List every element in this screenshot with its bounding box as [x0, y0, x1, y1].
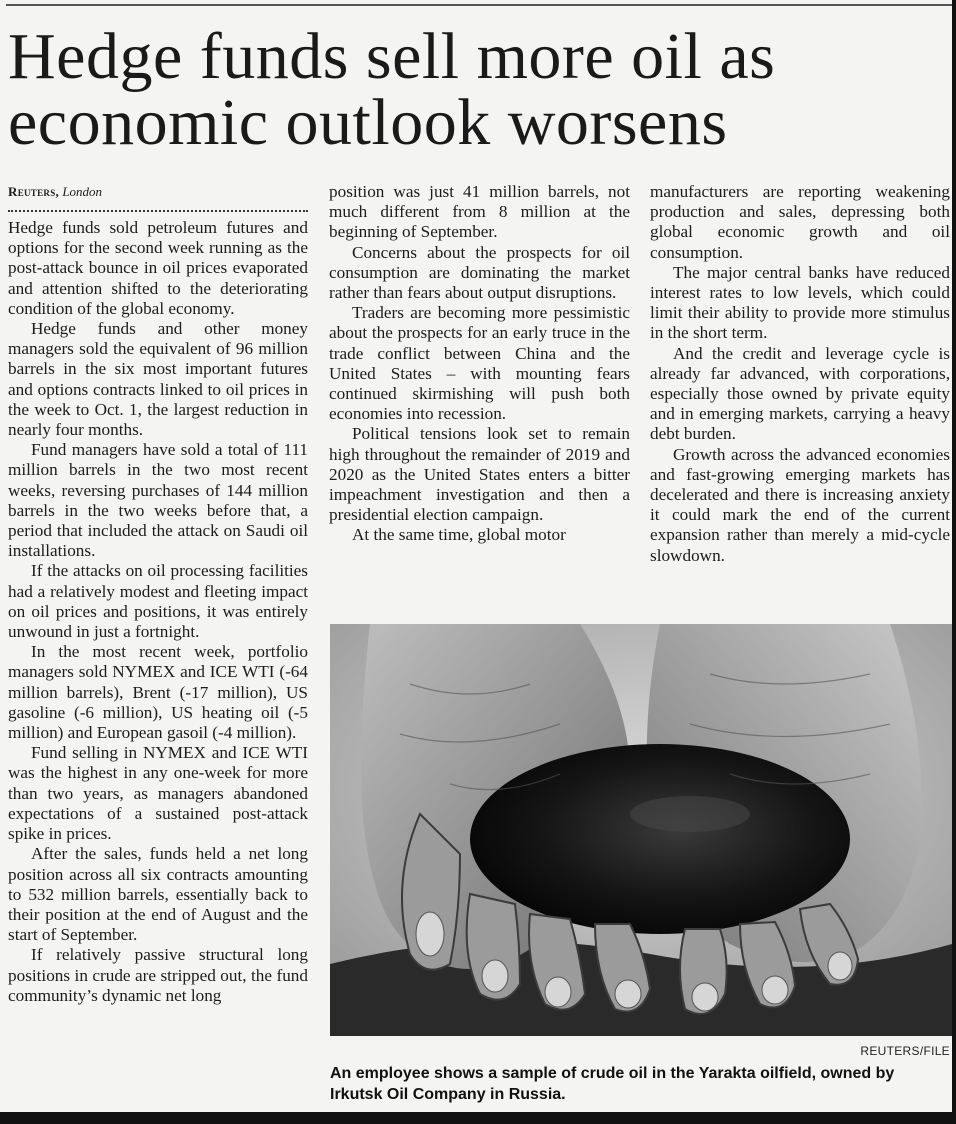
paragraph: The major central banks have reduced interest rates to low levels, which could limit their ability to provide more stimulus in the short term. — [650, 262, 950, 343]
article-photo — [330, 624, 952, 1036]
paragraph: Hedge funds and other money managers sold the equivalent of 96 million barrels in the six most important futures and options contracts linked to oil prices in the week to Oct. 1, the largest reduction in nearly four months. — [8, 319, 308, 440]
paragraph: position was just 41 million barrels, not much different from 8 million at the beginning of September. — [329, 182, 630, 242]
byline — [8, 182, 308, 202]
photo-credit: REUTERS/FILE — [860, 1044, 950, 1058]
article-column-2 — [329, 182, 630, 546]
paragraph: Fund selling in NYMEX and ICE WTI was the highest in any one-week for more than two years, as managers abandoned expectations of a sustained post-attack spike in prices. — [8, 743, 308, 844]
hands-holding-oil-illustration — [330, 624, 952, 1036]
paragraph: Growth across the advanced economies and fast-growing emerging markets has decelerated and there is increasing anxiety it could mark the end of the current expansion rather than merely a mid-cycle slowdown. — [650, 444, 950, 565]
article-column-1 — [8, 182, 308, 1006]
paragraph: Traders are becoming more pessimistic about the prospects for an early truce in the trade conflict between China and the United States – with mounting fears continued skirmishing will push both economies into recession. — [329, 303, 630, 424]
paragraph: If relatively passive structural long positions in crude are stripped out, the fund community’s dynamic net long — [8, 945, 308, 1005]
paragraph: If the attacks on oil processing facilities had a relatively modest and fleeting impact on oil prices and positions, it was entirely unwound in just a fortnight. — [8, 561, 308, 642]
paragraph: At the same time, global motor — [352, 525, 566, 545]
photo-caption: An employee shows a sample of crude oil in the Yarakta oilfield, owned by Irkutsk Oil Company in Russia. — [330, 1065, 895, 1103]
top-rule — [6, 4, 952, 6]
byline-agency: Reuters, — [8, 184, 60, 199]
paragraph: And the credit and leverage cycle is already far advanced, with corporations, especially those owned by private equity and in emerging markets, carrying a heavy debt burden. — [650, 343, 950, 444]
paragraph: In the most recent week, portfolio managers sold NYMEX and ICE WTI (-64 million barrels), Brent (-17 million), US gasoline (-6 million), US heating oil (-5 million) and European gasoil (-4 million). — [8, 642, 308, 743]
article-column-3 — [650, 182, 950, 566]
paragraph: Hedge funds sold petroleum futures and options for the second week running as the post-attack bounce in oil prices evaporated and attention shifted to the deteriorating condition of the global economy. — [8, 218, 308, 318]
paragraph: manufacturers are reporting weakening production and sales, depressing both global economic growth and oil consumption. — [650, 182, 950, 262]
paragraph: Political tensions look set to remain high throughout the remainder of 2019 and 2020 as the United States enters a bitter impeachment investigation and then a presidential election campaign. — [329, 424, 630, 525]
paragraph: After the sales, funds held a net long position across all six contracts amounting to 532 million barrels, essentially back to their position at the end of August and the start of September. — [8, 844, 308, 945]
byline-location: London — [62, 184, 103, 199]
paragraph: Concerns about the prospects for oil consumption are dominating the market rather than fears about output disruptions. — [329, 242, 630, 303]
headline: Hedge funds sell more oil as economic outlook worsens — [8, 20, 776, 159]
dotted-divider — [8, 202, 308, 212]
paragraph: Fund managers have sold a total of 111 million barrels in the two most recent weeks, reversing purchases of 144 million barrels in the two weeks before that, a period that included the attack on Saudi oil installations. — [8, 440, 308, 561]
